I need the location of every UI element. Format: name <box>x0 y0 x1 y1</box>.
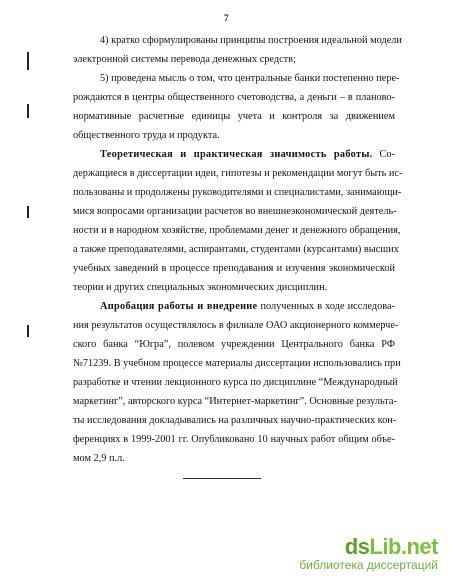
approbation-line: ния результатов осуществлялось в филиале ОАО акционерного коммерче- <box>73 320 399 331</box>
significance-line: ности и в народном хозяйстве, проблемами денег и денежного обращения, <box>73 225 401 236</box>
margin-mark <box>27 52 29 70</box>
page-number: 7 <box>224 13 229 23</box>
approbation-line: разработке и чтении лекционного курса по дисциплине “Международный <box>73 377 398 388</box>
separator-line <box>183 478 261 479</box>
approbation-line: №71239. В учебном процессе материалы диссертации использовались при <box>73 358 401 369</box>
watermark-logo <box>299 536 438 558</box>
significance-line: а также преподавателями, аспирантами, студентами (курсантами) высших <box>73 244 399 255</box>
item5-line: общественного труда и продукта. <box>73 130 220 141</box>
item5-line: 5) проведена мысль о том, что центральные банки постепенно пере- <box>100 73 400 84</box>
approbation-line: мом 2,9 п.л. <box>73 453 125 464</box>
item4-line: электронной системы перевода денежных средств; <box>73 54 296 65</box>
approbation-line: ского банка “Югра”, полевом учреждении Центрального банка РФ <box>73 339 395 350</box>
approbation-line-rest: полученных в ходе исследова- <box>257 301 395 312</box>
watermark[interactable] <box>299 536 438 572</box>
margin-mark <box>27 325 29 337</box>
significance-line: мися вопросами организации расчетов во внешнеэкономической деятель- <box>73 206 397 217</box>
significance-line: теории и других специальных экономических дисциплин. <box>73 282 328 293</box>
watermark-subtitle: библиотека диссертаций <box>299 558 438 572</box>
margin-mark <box>27 104 29 118</box>
watermark-logo-prefix: ds <box>344 534 370 559</box>
approbation-line: ференциях в 1999-2001 гг. Опубликовано 10 научных работ общим объе- <box>73 434 395 445</box>
significance-line: пользованы и продолжены руководителями и специалистами, занимающи- <box>73 187 402 198</box>
significance-line: учебных заведений в процессе преподавания и изучения экономической <box>73 263 395 274</box>
item4-line: 4) кратко сформулированы принципы построения идеальной модели <box>100 35 402 46</box>
significance-first-line <box>100 148 395 161</box>
watermark-logo-rest: Lib.net <box>369 534 438 559</box>
approbation-line: маркетинг”, авторского курса “Интернет-маркетинг”. Основные результа- <box>73 396 397 407</box>
significance-line: держащиеся в диссертации идеи, гипотезы и рекомендации могут быть ис- <box>73 168 403 179</box>
approbation-line: ты исследования докладывались на различных научно-практических кон- <box>73 415 397 426</box>
significance-line-rest: Со- <box>372 149 395 160</box>
significance-heading: Теоретическая и практическая значимость работы. <box>100 149 373 160</box>
item5-line: нормативные расчетные единицы учета и контроля за движением <box>73 111 395 122</box>
item5-line: рождаются в центры общественного счетоводства, а деньги – в планово- <box>73 92 395 103</box>
approbation-heading: Апробация работы и внедрение <box>100 301 258 312</box>
margin-mark <box>27 206 29 218</box>
approbation-first-line <box>100 300 395 313</box>
